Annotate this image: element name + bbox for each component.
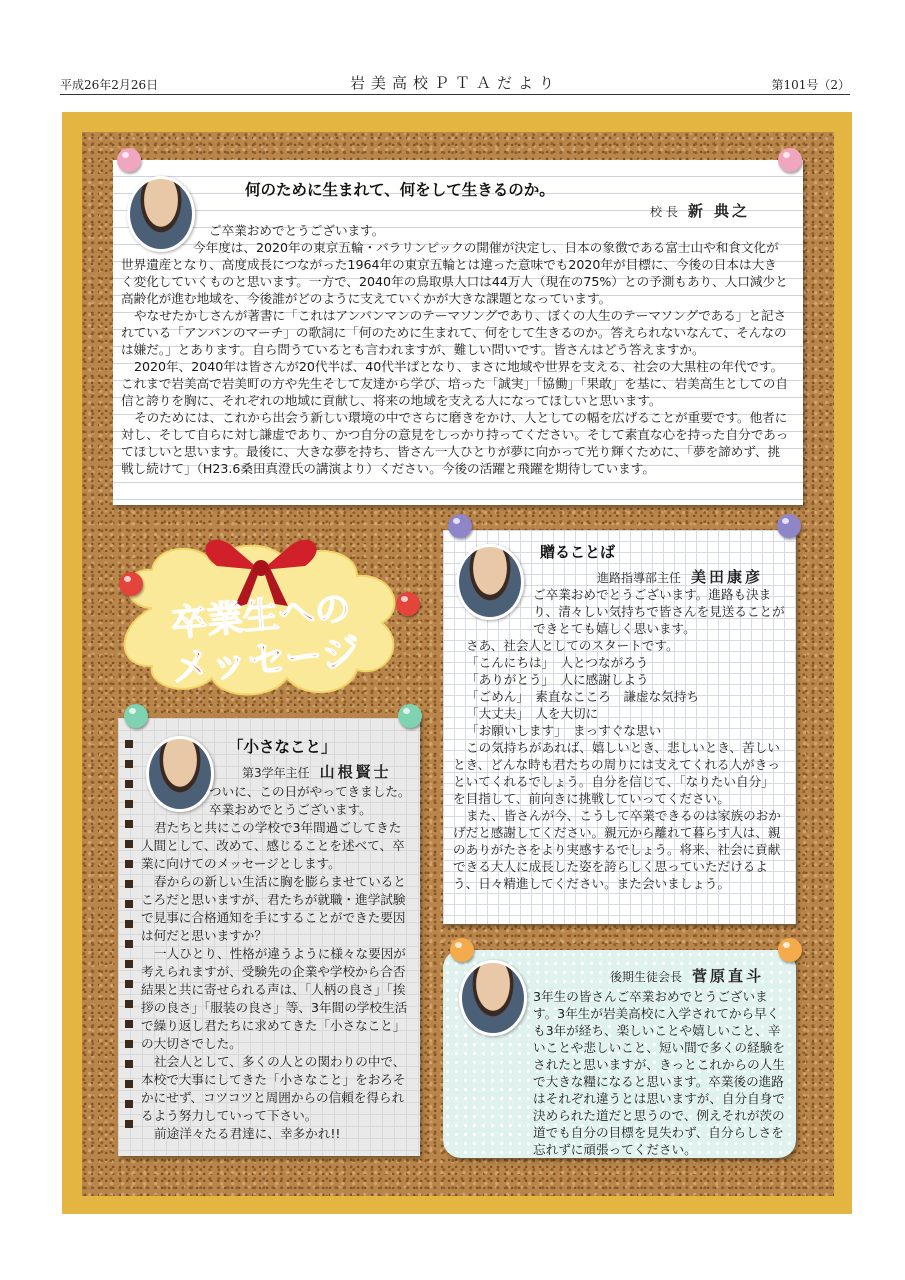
- mita-role: 進路指導部主任: [597, 571, 682, 585]
- sugahara-signature: [610, 965, 764, 986]
- paragraph: 「ごめん」 素直なこころ 謙虚な気持ち: [466, 689, 699, 704]
- sugahara-name: 菅原直斗: [692, 967, 765, 985]
- principal-message-body: [121, 222, 789, 477]
- principal-role: 校 長: [650, 205, 678, 219]
- purple-pushpin-icon: [777, 514, 801, 538]
- red-pushpin-icon: [396, 592, 420, 616]
- paragraph: ついに、この日がやってきました。卒業おめでとうございます。: [209, 784, 411, 817]
- pink-pushpin-icon: [778, 148, 802, 172]
- mita-name: 美田康彦: [691, 568, 764, 586]
- paragraph: 前途洋々たる君達に、幸多かれ!!: [154, 1126, 341, 1141]
- paragraph: ご卒業おめでとうございます。進路も決まり、清々しい気持ちで皆さんを見送ることができとても嬉しく思います。: [533, 587, 785, 636]
- page-header: [60, 72, 850, 95]
- mita-message-title: 贈ることば: [540, 543, 616, 561]
- paragraph: この気持ちがあれば、嬉しいとき、悲しいとき、苦しいとき、どんな時も君たちの周りには支えてくれる人がきっといてくれるでしょう。自分を信じて、「なりたい自分」を目指して、前向きに挑戦していってください。: [453, 740, 780, 806]
- paragraph: 社会人として、多くの人との関わりの中で、本校で大事にしてきた「小さなこと」をおろそかにせず、コツコツと周囲からの信頼を得られるよう努力していって下さい。: [141, 1054, 406, 1123]
- sugahara-role: 後期生徒会長: [610, 970, 683, 984]
- paragraph: 「ありがとう」 人に感謝しよう: [466, 672, 649, 687]
- yamane-message-title: 「小さなこと」: [228, 738, 337, 756]
- paragraph: さあ、社会人としてのスタートです。: [466, 638, 679, 653]
- orange-pushpin-icon: [778, 938, 802, 962]
- purple-pushpin-icon: [448, 514, 472, 538]
- graduates-message-banner: [112, 538, 412, 703]
- green-pushpin-icon: [124, 704, 148, 728]
- paragraph: 「大丈夫」 人を大切に: [466, 706, 599, 721]
- newsletter-title: 岩美高校ＰＴＡだより: [349, 74, 560, 92]
- paragraph: また、皆さんが今、こうして卒業できるのは家族のおかげだと感謝してください。親元から離れて暮らす人は、親のありがたさをより実感するでしょう。将来、社会に貢献できる大人に成長した姿を誇らしく思っていただけるよう、日々精進してください。また会いましょう。: [453, 808, 781, 891]
- banner-line2: メッセージ: [170, 629, 362, 691]
- green-pushpin-icon: [398, 704, 422, 728]
- issue-number: 第101号（2）: [771, 78, 850, 92]
- yamane-message-body: [141, 783, 413, 1143]
- sugahara-message-body: [453, 988, 786, 1158]
- paragraph: 「お願いします」 まっすぐな思い: [466, 723, 662, 738]
- orange-pushpin-icon: [450, 938, 474, 962]
- paragraph: 君たちと共にこの学校で3年間過ごしてきた人間として、改めて、感じることを述べて、卒業に向けてのメッセージとします。: [141, 820, 405, 871]
- paragraph: 2020年、2040年は皆さんが20代半ば、40代半ばとなり、まさに地域や世界を支える、社会の大黒柱の年代です。これまで岩美高で岩美町の方や先生そして友達から学び、培った「誠実」「協働」「果敢」を基に、岩美高生としての自信と誇りを胸に、それぞれの地域に貢献し、将来の地域を支える人になってほしいと思います。: [121, 359, 788, 408]
- red-pushpin-icon: [119, 572, 143, 596]
- principal-message-title: 何のために生まれて、何をして生きるのか。: [245, 181, 555, 199]
- paragraph: そのためには、これから出会う新しい環境の中でさらに磨きをかけ、人としての幅を広げることが重要です。他者に対し、そして自らに対し謙虚であり、かつ自分の意見をしっかり持ってください。そして素直な心を持った自分であってほしいと思います。最後に、大きな夢を持ち、皆さん一人ひとりが夢に向かって光り輝くために、「夢を諦めず、挑戦し続けて」（H23.6桑田真澄氏の講演より）ください。今後の活躍と飛躍を期待しています。: [121, 410, 789, 476]
- principal-signature: [650, 200, 750, 221]
- binder-holes: [125, 740, 139, 1140]
- yamane-name: 山根賢士: [319, 763, 392, 781]
- mita-signature: [597, 566, 763, 587]
- paragraph: やなせたかしさんが著書に「これはアンパンマンのテーマソングであり、ぼくの人生のテーマソングである」と記されている「アンパンのマーチ」の歌詞に「何のために生まれて、何をして生きるのか。答えられないなんて、そんなのは嫌だ。」とあります。自ら問うているとも言われますが、難しい問いです。皆さんはどう答えますか。: [121, 308, 787, 357]
- pink-pushpin-icon: [117, 148, 141, 172]
- paragraph: 春からの新しい生活に胸を膨らませているところだと思いますが、君たちが就職・進学試験で見事に合格通知を手にすることができた要因は何だと思いますか？: [141, 874, 406, 943]
- mita-message-body: [453, 586, 785, 892]
- paragraph: 今年度は、2020年の東京五輪・パラリンピックの開催が決定し、日本の象徴である富士山や和食文化が世界遺産となり、高度成長につながった1964年の東京五輪とは違った意味でも2020年が目標に、今後の日本は大きく変化していくものと思います。一方で、2040年の鳥取県人口は44万人（現在の75%）との予測もあり、人口減少と高齢化が進む地域を、今後誰がどのように支えていくかが大きな課題となっています。: [121, 240, 788, 306]
- principal-name: 新 典之: [687, 202, 751, 220]
- paragraph: ご卒業おめでとうございます。: [209, 223, 385, 238]
- banner-line1: 卒業生への: [169, 588, 353, 645]
- paragraph: 3年生の皆さんご卒業おめでとうございます。3年生が岩美高校に入学されてから早くも3年が経ち、楽しいことや嬉しいこと、辛いことや悲しいこと、短い間で多くの経験をされたと思いますが、きっとこれからの人生で大きな糧になると思います。卒業後の進路はそれぞれ違うとは思いますが、自分自身で決められた道だと思うので、例えそれが茨の道でも自分の目標を見失わず、自分らしさを忘れずに頑張ってください。: [533, 989, 785, 1157]
- issue-date: 平成26年2月26日: [60, 78, 159, 92]
- yamane-signature: [242, 761, 392, 782]
- paragraph: 「こんにちは」 人とつながろう: [466, 655, 649, 670]
- paragraph: 一人ひとり、性格が違うように様々な要因が考えられますが、受験先の企業や学校から合否結果と共に寄せられる声は、「人柄の良さ」「挨拶の良さ」「服装の良さ」等、3年間の学校生活で繰り返し君たちに求めてきた「小さなこと」の大切さでした。: [141, 946, 408, 1051]
- yamane-role: 第3学年主任: [242, 766, 310, 780]
